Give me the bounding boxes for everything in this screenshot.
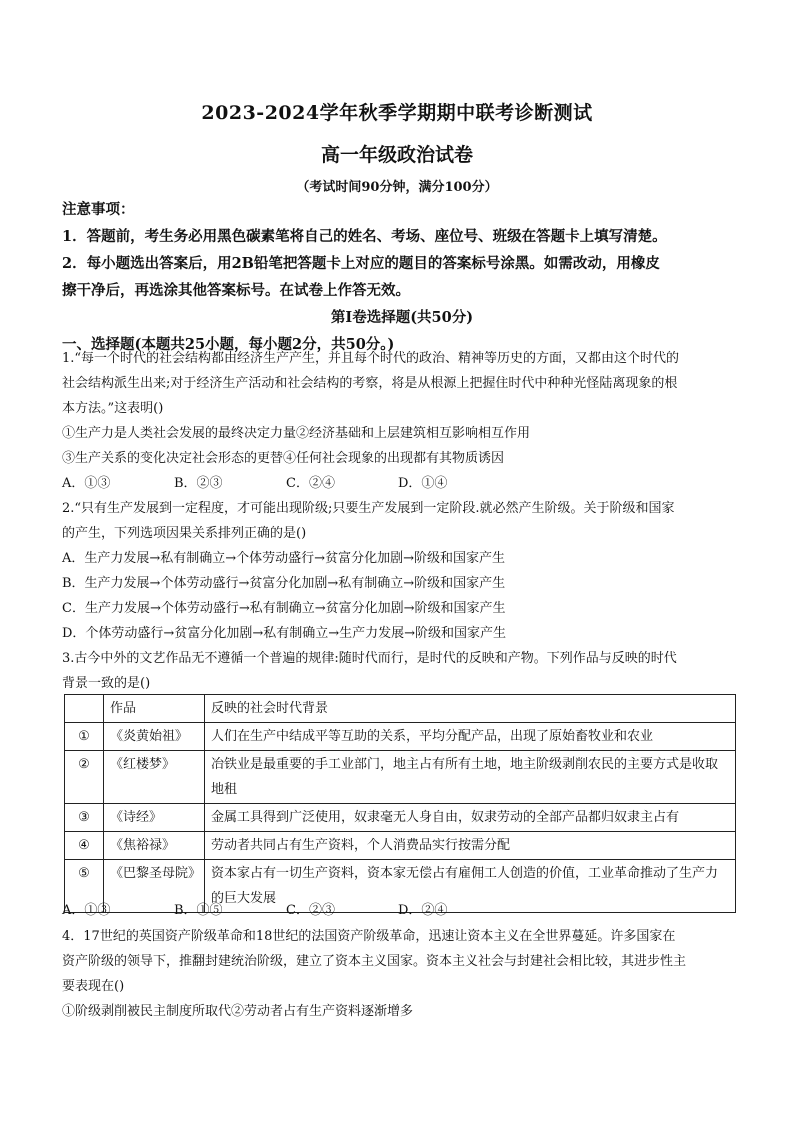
q1-stem-line: 1.“每一个时代的社会结构都由经济生产产生，并且每个时代的政治、精神等历史的方面，又都由这个时代的 xyxy=(62,351,680,366)
exam-subject: 高一年级政治试卷 xyxy=(320,144,473,166)
row-background: 冶铁业是最重要的手工业部门，地主占有所有土地，地主阶级剥削农民的主要方式是收取地租 xyxy=(205,751,736,804)
q1-stem-line: 社会结构派生出来;对于经济生产活动和社会结构的考察，将是从根源上把握住时代中种种光怪陆离现象的根 xyxy=(62,376,678,391)
q3-option-a: A．①③ xyxy=(62,903,111,918)
q1-stem-line: 本方法。”这表明() xyxy=(62,401,164,416)
q3-option-b: B．①⑤ xyxy=(174,903,223,918)
table-header-cell xyxy=(65,695,104,723)
row-work: 《诗经》 xyxy=(104,804,205,832)
row-number: ⑤ xyxy=(65,860,104,913)
q1-option-c: C．②④ xyxy=(286,476,335,491)
q2-option-a: A．生产力发展→私有制确立→个体劳动盛行→贫富分化加剧→阶级和国家产生 xyxy=(62,551,505,566)
q1-option-b: B．②③ xyxy=(174,476,223,491)
notice-item-2: 2．每小题选出答案后，用2B铅笔把答题卡上对应的题目的答案标号涂黑。如需改动，用橡皮 xyxy=(62,255,660,272)
exam-title: 2023-2024学年秋季学期期中联考诊断测试 xyxy=(201,102,593,124)
question-3-stem xyxy=(62,646,742,696)
q1-statement: ①生产力是人类社会发展的最终决定力量②经济基础和上层建筑相互影响相互作用 xyxy=(62,426,531,441)
row-number: ① xyxy=(65,723,104,751)
q3-option-c: C．②③ xyxy=(286,903,335,918)
q1-statement: ③生产关系的变化决定社会形态的更替④任何社会现象的出现都有其物质诱因 xyxy=(62,451,505,466)
section-heading: 一、选择题(本题共25小题，每小题2分，共50分。) xyxy=(62,336,395,353)
exam-info: （考试时间90分钟，满分100分） xyxy=(296,180,498,195)
q4-stem-line: 资产阶级的领导下，推翻封建统治阶级，建立了资本主义国家。资本主义社会与封建社会相比较，其进步性主 xyxy=(62,954,687,969)
row-work: 《红楼梦》 xyxy=(104,751,205,804)
notice-heading: 注意事项： xyxy=(62,201,135,218)
row-work: 《巴黎圣母院》 xyxy=(104,860,205,913)
q2-option-b: B．生产力发展→个体劳动盛行→贫富分化加剧→私有制确立→阶级和国家产生 xyxy=(62,576,506,591)
question-4 xyxy=(62,924,742,1024)
table-row xyxy=(65,832,736,860)
row-number: ④ xyxy=(65,832,104,860)
q3-option-d: D．②④ xyxy=(398,903,448,918)
q2-stem-line: 的产生，下列选项因果关系排列正确的是() xyxy=(62,526,307,541)
row-work: 《焦裕禄》 xyxy=(104,832,205,860)
row-background: 资本家占有一切生产资料，资本家无偿占有雇佣工人创造的价值，工业革命推动了生产力的巨大发展 xyxy=(205,860,736,913)
q1-option-d: D．①④ xyxy=(398,476,448,491)
table-row xyxy=(65,751,736,804)
notice-section xyxy=(62,196,742,358)
notice-item-2-cont: 擦干净后，再选涂其他答案标号。在试卷上作答无效。 xyxy=(62,282,410,299)
q4-stem-line: 4．17世纪的英国资产阶级革命和18世纪的法国资产阶级革命，迅速让资本主义在全世界蔓延。许多国家在 xyxy=(62,929,676,944)
q3-options xyxy=(62,898,742,923)
question-2 xyxy=(62,496,742,646)
q2-option-c: C．生产力发展→个体劳动盛行→私有制确立→贫富分化加剧→阶级和国家产生 xyxy=(62,601,506,616)
row-background: 人们在生产中结成平等互助的关系，平均分配产品，出现了原始畜牧业和农业 xyxy=(205,723,736,751)
table-row xyxy=(65,804,736,832)
q2-stem-line: 2.“只有生产发展到一定程度，才可能出现阶级;只要生产发展到一定阶段.就必然产生阶级。关于阶级和国家 xyxy=(62,501,675,516)
table-row xyxy=(65,723,736,751)
row-background: 金属工具得到广泛使用，奴隶毫无人身自由，奴隶劳动的全部产品都归奴隶主占有 xyxy=(205,804,736,832)
q3-options-block xyxy=(62,898,742,923)
q3-table xyxy=(64,694,736,913)
row-work: 《炎黄始祖》 xyxy=(104,723,205,751)
part-title: 第Ⅰ卷选择题(共50分) xyxy=(330,309,474,326)
q3-stem-line: 背景一致的是() xyxy=(62,676,151,691)
q3-stem-line: 3.古今中外的文艺作品无不遵循一个普遍的规律:随时代而行，是时代的反映和产物。下列作品与反映的时代 xyxy=(62,651,677,666)
table-header-cell: 作品 xyxy=(104,695,205,723)
row-number: ③ xyxy=(65,804,104,832)
q4-statement: ①阶级剥削被民主制度所取代②劳动者占有生产资料逐渐增多 xyxy=(62,1004,414,1019)
table-header-row xyxy=(65,695,736,723)
row-number: ② xyxy=(65,751,104,804)
q1-options xyxy=(62,471,742,496)
row-background: 劳动者共同占有生产资料，个人消费品实行按需分配 xyxy=(205,832,736,860)
q1-option-a: A．①③ xyxy=(62,476,111,491)
q2-option-d: D．个体劳动盛行→贫富分化加剧→私有制确立→生产力发展→阶级和国家产生 xyxy=(62,626,506,641)
question-1 xyxy=(62,346,742,496)
notice-item-1: 1．答题前，考生务必用黑色碳素笔将自己的姓名、考场、座位号、班级在答题卡上填写清楚。 xyxy=(62,228,667,245)
q4-stem-line: 要表现在() xyxy=(62,979,125,994)
table-header-cell: 反映的社会时代背景 xyxy=(205,695,736,723)
